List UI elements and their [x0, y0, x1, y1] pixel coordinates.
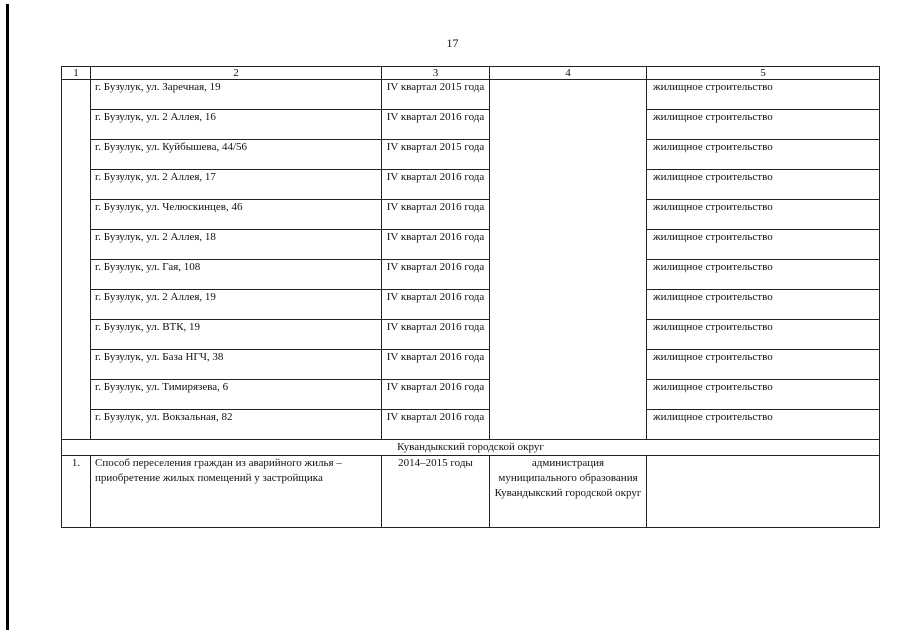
section-row: [62, 440, 880, 456]
table-row: [62, 140, 880, 170]
address-cell: г. Бузулук, ул. 2 Аллея, 16: [91, 110, 382, 140]
address-cell: г. Бузулук, ул. 2 Аллея, 19: [91, 290, 382, 320]
purpose-cell: жилищное строительство: [647, 350, 880, 380]
period-cell: IV квартал 2016 года: [382, 380, 490, 410]
period-cell: IV квартал 2016 года: [382, 290, 490, 320]
period-cell: IV квартал 2016 года: [382, 320, 490, 350]
period-cell: IV квартал 2015 года: [382, 140, 490, 170]
purpose-cell: жилищное строительство: [647, 200, 880, 230]
table-row: [62, 230, 880, 260]
purpose-cell: жилищное строительство: [647, 140, 880, 170]
table-body: [62, 67, 880, 528]
purpose-cell: жилищное строительство: [647, 410, 880, 440]
period-cell: 2014–2015 годы: [382, 456, 490, 528]
purpose-cell: [647, 456, 880, 528]
period-cell: IV квартал 2016 года: [382, 410, 490, 440]
header-row: [62, 67, 880, 80]
purpose-cell: жилищное строительство: [647, 320, 880, 350]
period-cell: IV квартал 2016 года: [382, 200, 490, 230]
period-cell: IV квартал 2016 года: [382, 230, 490, 260]
header-cell-5: 5: [647, 67, 880, 80]
table-row: [62, 320, 880, 350]
address-cell: г. Бузулук, ул. Заречная, 19: [91, 80, 382, 110]
purpose-cell: жилищное строительство: [647, 110, 880, 140]
header-cell-4: 4: [490, 67, 647, 80]
table-row: [62, 350, 880, 380]
header-cell-1: 1: [62, 67, 91, 80]
address-cell: г. Бузулук, ул. 2 Аллея, 17: [91, 170, 382, 200]
table-row: [62, 410, 880, 440]
table-row: [62, 456, 880, 528]
number-cell-empty: [62, 80, 91, 440]
binding-bar: [6, 4, 9, 630]
table-row: [62, 290, 880, 320]
address-cell: г. Бузулук, ул. Гая, 108: [91, 260, 382, 290]
address-cell: г. Бузулук, ул. Тимирязева, 6: [91, 380, 382, 410]
table-row: [62, 170, 880, 200]
address-cell: г. Бузулук, ул. База НГЧ, 38: [91, 350, 382, 380]
address-cell: г. Бузулук, ул. Куйбышева, 44/56: [91, 140, 382, 170]
header-cell-2: 2: [91, 67, 382, 80]
table-row: [62, 380, 880, 410]
purpose-cell: жилищное строительство: [647, 290, 880, 320]
period-cell: IV квартал 2016 года: [382, 110, 490, 140]
table-row: [62, 110, 880, 140]
period-cell: IV квартал 2016 года: [382, 350, 490, 380]
method-cell: Способ переселения граждан из аварийного жилья – приобретение жилых помещений у застройщика: [91, 456, 382, 528]
purpose-cell: жилищное строительство: [647, 170, 880, 200]
purpose-cell: жилищное строительство: [647, 230, 880, 260]
row-number-cell: 1.: [62, 456, 91, 528]
page-number: 17: [446, 36, 459, 50]
period-cell: IV квартал 2016 года: [382, 170, 490, 200]
header-cell-3: 3: [382, 67, 490, 80]
period-cell: IV квартал 2015 года: [382, 80, 490, 110]
purpose-cell: жилищное строительство: [647, 380, 880, 410]
address-cell: г. Бузулук, ул. Вокзальная, 82: [91, 410, 382, 440]
section-title: Кувандыкский городской округ: [62, 440, 880, 456]
address-cell: г. Бузулук, ул. ВТК, 19: [91, 320, 382, 350]
responsible-cell: администрация муниципального образования Кувандыкский городской округ: [490, 456, 647, 528]
purpose-cell: жилищное строительство: [647, 80, 880, 110]
period-cell: IV квартал 2016 года: [382, 260, 490, 290]
table-row: [62, 200, 880, 230]
responsible-cell-empty: [490, 80, 647, 440]
resettlement-table: [61, 66, 880, 528]
address-cell: г. Бузулук, ул. 2 Аллея, 18: [91, 230, 382, 260]
address-cell: г. Бузулук, ул. Челюскинцев, 46: [91, 200, 382, 230]
table-row: [62, 80, 880, 110]
table-row: [62, 260, 880, 290]
purpose-cell: жилищное строительство: [647, 260, 880, 290]
